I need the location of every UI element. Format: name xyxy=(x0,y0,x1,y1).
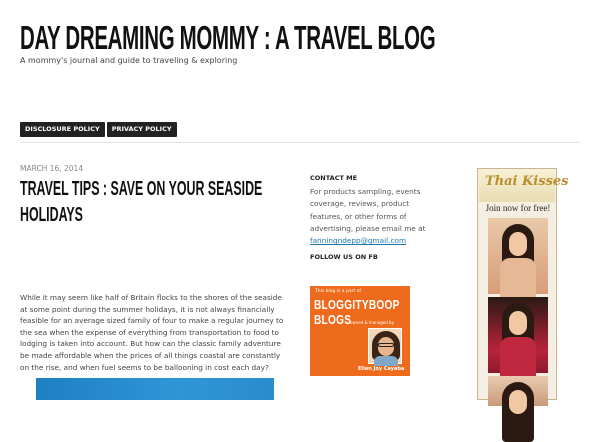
ad-photo xyxy=(488,218,548,294)
ad-join-text: Join now for free! xyxy=(485,203,551,213)
main-nav xyxy=(20,122,177,137)
bloggityboop-badge[interactable] xyxy=(310,286,410,376)
follow-heading: FOLLOW US ON FB xyxy=(310,253,378,261)
site-tagline: A mommy's journal and guide to traveling & exploring xyxy=(20,56,238,65)
contact-text xyxy=(310,186,435,247)
ad-brand-text: Thai Kisses xyxy=(485,174,569,189)
post-image xyxy=(36,378,274,400)
site-title[interactable]: DAY DREAMING MOMMY : A TRAVEL BLOG xyxy=(20,19,436,56)
badge-owner-name: Ellen Joy Cayaba xyxy=(358,366,405,372)
badge-title-line1: BLOGGITYBOOP xyxy=(314,297,400,312)
nav-item-privacy-policy[interactable]: PRIVACY POLICY xyxy=(107,122,177,137)
contact-email-link[interactable]: fanningndepp@gmail.com xyxy=(310,236,407,246)
badge-title-line2: BLOGS xyxy=(314,312,352,327)
badge-owned-text: owned & managed by xyxy=(350,320,394,325)
badge-owner-photo xyxy=(368,328,402,364)
ad-logo xyxy=(479,170,569,202)
badge-part-of-text: This blog is a part of xyxy=(315,289,361,294)
post-date: MARCH 16, 2014 xyxy=(20,164,84,173)
contact-heading: CONTACT ME xyxy=(310,174,358,182)
sidebar-advertisement[interactable] xyxy=(477,168,569,400)
header-divider xyxy=(20,142,580,143)
ad-photo xyxy=(488,297,548,373)
nav-item-disclosure-policy[interactable]: DISCLOSURE POLICY xyxy=(20,122,105,137)
post-title[interactable]: TRAVEL TIPS : SAVE ON YOUR SEASIDE HOLIDAYS xyxy=(20,178,263,226)
contact-description: For products sampling, events coverage, reviews, product features, or other forms of advertising, please email me at xyxy=(310,187,426,233)
ad-photo xyxy=(488,376,548,406)
post-body: While it may seem like half of Britain flocks to the shores of the seaside at some point during the summer holidays, it is not always financially feasible for an average sized family of four to make a regular journey to the sea when the expense of everything from transportation to food to lodging is taken into account. But how can the classic family adventure be made affordable when the prices of all things coastal are constantly on the rise, and when fuel seems to be ballooning in cost each day? xyxy=(20,293,284,372)
